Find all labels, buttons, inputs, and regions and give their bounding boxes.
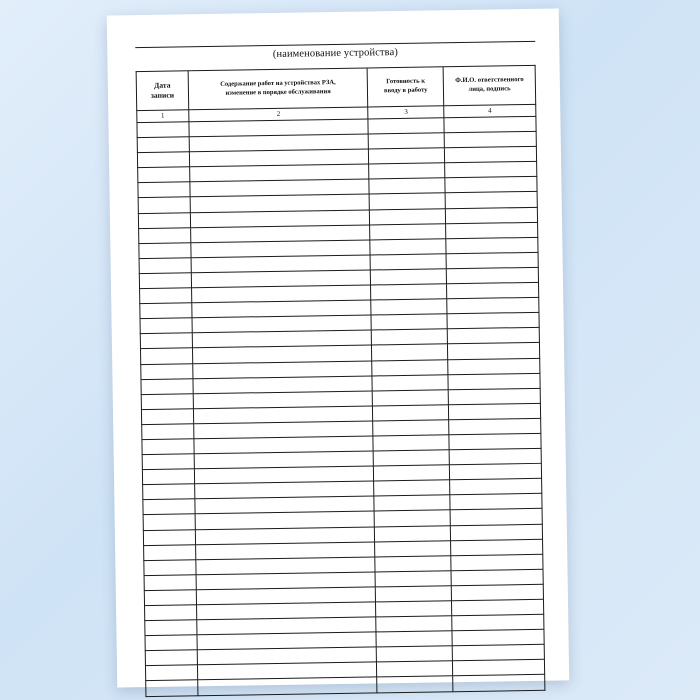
table-cell-empty[interactable]: [448, 358, 540, 375]
table-cell-empty[interactable]: [449, 448, 541, 465]
table-cell-empty[interactable]: [144, 590, 196, 606]
table-cell-empty[interactable]: [371, 269, 447, 285]
table-cell-empty[interactable]: [452, 614, 544, 631]
table-cell-empty[interactable]: [451, 569, 543, 586]
table-cell-empty[interactable]: [138, 197, 190, 213]
table-cell-empty[interactable]: [452, 629, 544, 646]
table-cell-empty[interactable]: [373, 405, 449, 421]
table-cell-empty[interactable]: [139, 227, 191, 243]
table-cell-empty[interactable]: [198, 677, 378, 695]
table-cell-empty[interactable]: [369, 178, 445, 194]
table-cell-empty[interactable]: [377, 646, 453, 662]
table-cell-empty[interactable]: [372, 359, 448, 375]
table-cell-empty[interactable]: [444, 116, 536, 133]
column-header-readiness-line2: вводу в работу: [383, 86, 428, 95]
table-cell-empty[interactable]: [446, 237, 538, 254]
column-number-1: 1: [137, 110, 189, 123]
table-cell-empty[interactable]: [145, 620, 197, 636]
table-cell-empty[interactable]: [144, 575, 196, 591]
table-cell-empty[interactable]: [369, 148, 445, 164]
column-header-works-line2: изменение в порядке обслуживания: [225, 88, 331, 97]
table-cell-empty[interactable]: [370, 239, 446, 255]
document-page: [107, 8, 569, 687]
column-header-responsible: [443, 65, 535, 105]
table-cell-empty[interactable]: [373, 420, 449, 436]
table-cell-empty[interactable]: [451, 554, 543, 571]
table-body: [137, 116, 545, 696]
table-cell-empty[interactable]: [370, 254, 446, 270]
table-cell-empty[interactable]: [145, 665, 197, 681]
table-cell-empty[interactable]: [144, 559, 196, 575]
table-cell-empty[interactable]: [448, 388, 540, 405]
table-cell-empty[interactable]: [371, 299, 447, 315]
table-cell-empty[interactable]: [369, 163, 445, 179]
table-cell-empty[interactable]: [140, 318, 192, 334]
table-cell-empty[interactable]: [370, 223, 446, 239]
table-cell-empty[interactable]: [374, 465, 450, 481]
table-cell-empty[interactable]: [145, 650, 197, 666]
page-content: [135, 41, 545, 667]
table-cell-empty[interactable]: [451, 539, 543, 556]
table-cell-empty[interactable]: [449, 418, 541, 435]
table-cell-empty[interactable]: [141, 378, 193, 394]
table-cell-empty[interactable]: [146, 680, 198, 696]
table-cell-empty[interactable]: [449, 433, 541, 450]
table-cell-empty[interactable]: [377, 661, 453, 677]
table-cell-empty[interactable]: [371, 314, 447, 330]
header-caption: (наименование устройства): [272, 47, 398, 60]
table-cell-empty[interactable]: [139, 258, 191, 274]
table-cell-empty[interactable]: [446, 267, 538, 284]
table-cell-empty[interactable]: [138, 182, 190, 198]
column-header-date: [136, 71, 188, 111]
table-cell-empty[interactable]: [375, 540, 451, 556]
table-cell-empty[interactable]: [376, 616, 452, 632]
table-cell-empty[interactable]: [140, 288, 192, 304]
column-header-readiness-line1: Готовность к: [386, 77, 426, 86]
table-cell-empty[interactable]: [450, 509, 542, 526]
table-cell-empty[interactable]: [139, 243, 191, 259]
table-cell-empty[interactable]: [448, 343, 540, 360]
table-cell-empty[interactable]: [143, 514, 195, 530]
table-cell-empty[interactable]: [374, 480, 450, 496]
table-cell-empty[interactable]: [370, 208, 446, 224]
table-cell-empty[interactable]: [143, 529, 195, 545]
table-cell-empty[interactable]: [139, 273, 191, 289]
table-cell-empty[interactable]: [376, 631, 452, 647]
table-cell-empty[interactable]: [140, 303, 192, 319]
column-header-works: [188, 68, 368, 110]
table-header-row: [136, 65, 536, 110]
table-cell-empty[interactable]: [142, 454, 194, 470]
column-number-4: 4: [444, 104, 536, 117]
column-header-date-line1: Дата: [153, 80, 171, 90]
table-cell-empty[interactable]: [446, 207, 538, 224]
table-cell-empty[interactable]: [451, 524, 543, 541]
journal-table: [136, 65, 546, 697]
table-cell-empty[interactable]: [450, 479, 542, 496]
table-cell-empty[interactable]: [143, 484, 195, 500]
table-cell-empty[interactable]: [452, 599, 544, 616]
table-cell-empty[interactable]: [141, 363, 193, 379]
column-number-2: 2: [189, 107, 369, 122]
table-cell-empty[interactable]: [140, 333, 192, 349]
table-cell-empty[interactable]: [137, 122, 189, 138]
table-cell-empty[interactable]: [446, 222, 538, 239]
table-cell-empty[interactable]: [453, 660, 545, 677]
table-cell-empty[interactable]: [373, 435, 449, 451]
table-cell-empty[interactable]: [453, 675, 545, 692]
table-cell-empty[interactable]: [138, 167, 190, 183]
table-cell-empty[interactable]: [452, 645, 544, 662]
table-cell-empty[interactable]: [368, 118, 444, 134]
table-cell-empty[interactable]: [145, 605, 197, 621]
table-cell-empty[interactable]: [369, 133, 445, 149]
table-cell-empty[interactable]: [446, 252, 538, 269]
table-cell-empty[interactable]: [445, 177, 537, 194]
table-cell-empty[interactable]: [450, 463, 542, 480]
table-cell-empty[interactable]: [447, 313, 539, 330]
table-cell-empty[interactable]: [375, 555, 451, 571]
table-cell-empty[interactable]: [376, 601, 452, 617]
table-cell-empty[interactable]: [374, 495, 450, 511]
column-header-responsible-line1: Ф.И.О. ответственного: [455, 76, 524, 85]
table-cell-empty[interactable]: [141, 393, 193, 409]
table-cell-empty[interactable]: [137, 152, 189, 168]
table-cell-empty[interactable]: [144, 544, 196, 560]
table-header: [136, 65, 536, 122]
table-cell-empty[interactable]: [377, 676, 453, 692]
table-cell-empty[interactable]: [444, 131, 536, 148]
table-cell-empty[interactable]: [451, 584, 543, 601]
column-header-responsible-line2: лица, подпись: [468, 85, 511, 93]
table-cell-empty[interactable]: [447, 328, 539, 345]
table-cell-empty[interactable]: [142, 469, 194, 485]
table-cell-empty[interactable]: [142, 424, 194, 440]
table-cell-empty[interactable]: [140, 348, 192, 364]
table-cell-empty[interactable]: [142, 439, 194, 455]
table-cell-empty[interactable]: [445, 147, 537, 164]
table-cell-empty[interactable]: [373, 389, 449, 405]
table-cell-empty[interactable]: [376, 586, 452, 602]
table-cell-empty[interactable]: [372, 374, 448, 390]
table-cell-empty[interactable]: [141, 409, 193, 425]
column-number-3: 3: [368, 106, 444, 119]
table-cell-empty[interactable]: [145, 635, 197, 651]
table-cell-empty[interactable]: [447, 282, 539, 299]
table-cell-empty[interactable]: [450, 494, 542, 511]
table-cell-empty[interactable]: [448, 373, 540, 390]
column-header-date-line2: записи: [150, 90, 175, 100]
table-cell-empty[interactable]: [138, 212, 190, 228]
table-cell-empty[interactable]: [372, 344, 448, 360]
table-cell-empty[interactable]: [374, 510, 450, 526]
table-cell-empty[interactable]: [137, 137, 189, 153]
table-cell-empty[interactable]: [449, 403, 541, 420]
table-cell-empty[interactable]: [374, 450, 450, 466]
table-cell-empty[interactable]: [447, 297, 539, 314]
table-cell-empty[interactable]: [369, 193, 445, 209]
table-cell-empty[interactable]: [375, 571, 451, 587]
table-cell-empty[interactable]: [371, 284, 447, 300]
column-header-readiness: [368, 67, 444, 107]
column-header-works-line1: Содержание работ на устройствах РЗА,: [220, 79, 336, 89]
table-cell-empty[interactable]: [372, 329, 448, 345]
table-cell-empty[interactable]: [445, 192, 537, 209]
table-cell-empty[interactable]: [143, 499, 195, 515]
table-cell-empty[interactable]: [445, 162, 537, 179]
table-cell-empty[interactable]: [375, 525, 451, 541]
